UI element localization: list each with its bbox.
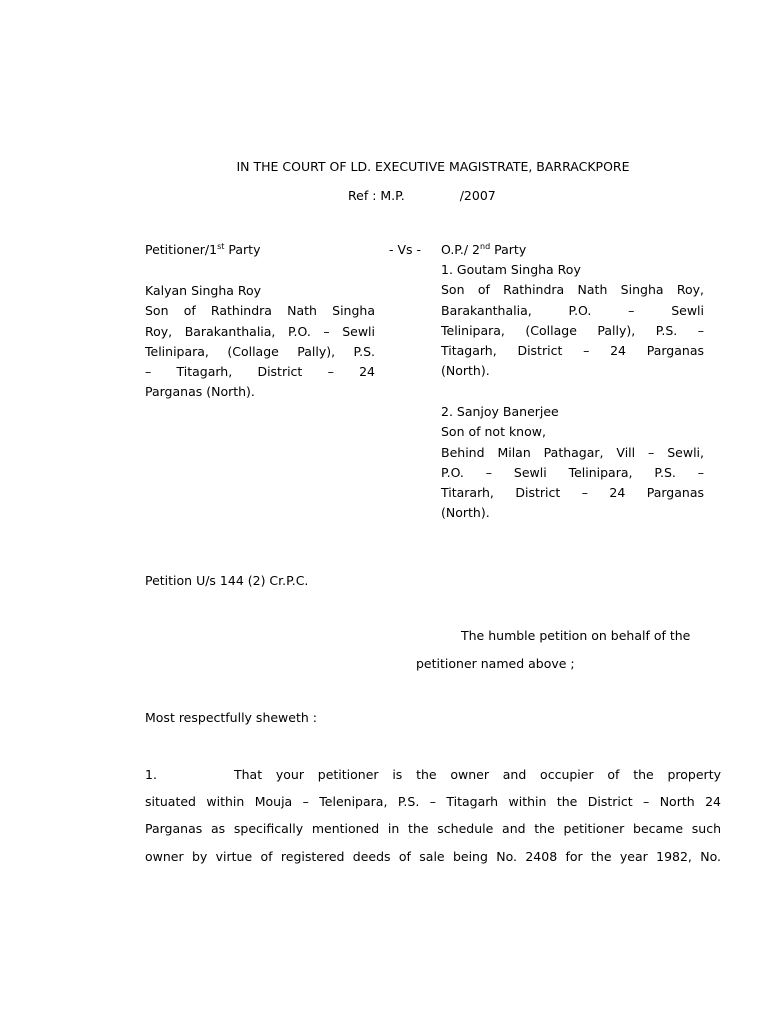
court-title: IN THE COURT OF LD. EXECUTIVE MAGISTRATE, BARRACKPORE: [236, 159, 630, 174]
petitioner-address-line: – Titagarh, District – 24: [145, 364, 375, 380]
humble-petition-line-1: The humble petition on behalf of the: [461, 628, 691, 643]
respondent-1-block: [441, 260, 704, 382]
versus-label: - Vs -: [389, 242, 422, 257]
paragraph-1: [145, 761, 721, 870]
petitioner-heading-text: Petitioner/1: [145, 242, 218, 257]
reference-number: [348, 186, 496, 206]
respondent-1-address-line: Barakanthalia, P.O. – Sewli: [441, 302, 704, 318]
respondent-2-block: [441, 402, 704, 524]
op-heading-text: O.P./ 2: [441, 242, 481, 257]
humble-petition-line-2: petitioner named above ;: [416, 656, 575, 671]
respondent-2-address-line: Titararh, District – 24 Parganas: [441, 485, 704, 501]
paragraph-1-line: situated within Mouja – Telenipara, P.S. – Titagarh within the District – North 24: [145, 794, 721, 810]
petitioner-name: Kalyan Singha Roy: [145, 283, 262, 298]
petitioner-block: [145, 281, 375, 403]
respondent-2-address-line: Son of not know,: [441, 424, 546, 440]
respondent-2-address-line: Behind Milan Pathagar, Vill – Sewli,: [441, 444, 704, 460]
respondent-2-address-line: (North).: [441, 505, 490, 521]
petitioner-heading: [145, 240, 375, 260]
respondent-1-address-line: Telinipara, (Collage Pally), P.S. –: [441, 322, 704, 338]
petitioner-address-line: Telinipara, (Collage Pally), P.S.: [145, 343, 375, 359]
respondent-2-name: 2. Sanjoy Banerjee: [441, 404, 559, 419]
op-heading-tail: Party: [490, 242, 527, 257]
paragraph-1-text: That your petitioner is the owner and occupier of the property: [234, 767, 721, 782]
petition-section: Petition U/s 144 (2) Cr.P.C.: [145, 573, 309, 588]
respondent-2-address-line: P.O. – Sewli Telinipara, P.S. –: [441, 464, 704, 480]
paragraph-number: 1.: [145, 767, 157, 782]
op-heading: [441, 240, 704, 260]
petitioner-heading-tail: Party: [224, 242, 261, 257]
respondent-1-address-line: (North).: [441, 363, 490, 379]
petitioner-heading-sup: st: [217, 241, 225, 251]
paragraph-1-line: Parganas as specifically mentioned in the schedule and the petitioner became such: [145, 821, 721, 837]
respondent-1-address-line: Titagarh, District – 24 Parganas: [441, 343, 704, 359]
petitioner-address-line: Roy, Barakanthalia, P.O. – Sewli: [145, 323, 375, 339]
sheweth-heading: Most respectfully sheweth :: [145, 710, 317, 725]
respondent-1-address-line: Son of Rathindra Nath Singha Roy,: [441, 282, 704, 298]
ref-prefix: Ref : M.P.: [348, 188, 405, 203]
petitioner-address-line: Son of Rathindra Nath Singha: [145, 303, 375, 319]
petitioner-address-line: Parganas (North).: [145, 384, 255, 400]
op-heading-sup: nd: [480, 241, 491, 251]
paragraph-1-line-1: [145, 761, 721, 788]
paragraph-1-line: owner by virtue of registered deeds of sale being No. 2408 for the year 1982, No.: [145, 848, 721, 864]
ref-suffix: /2007: [459, 188, 496, 203]
respondent-1-name: 1. Goutam Singha Roy: [441, 262, 581, 277]
